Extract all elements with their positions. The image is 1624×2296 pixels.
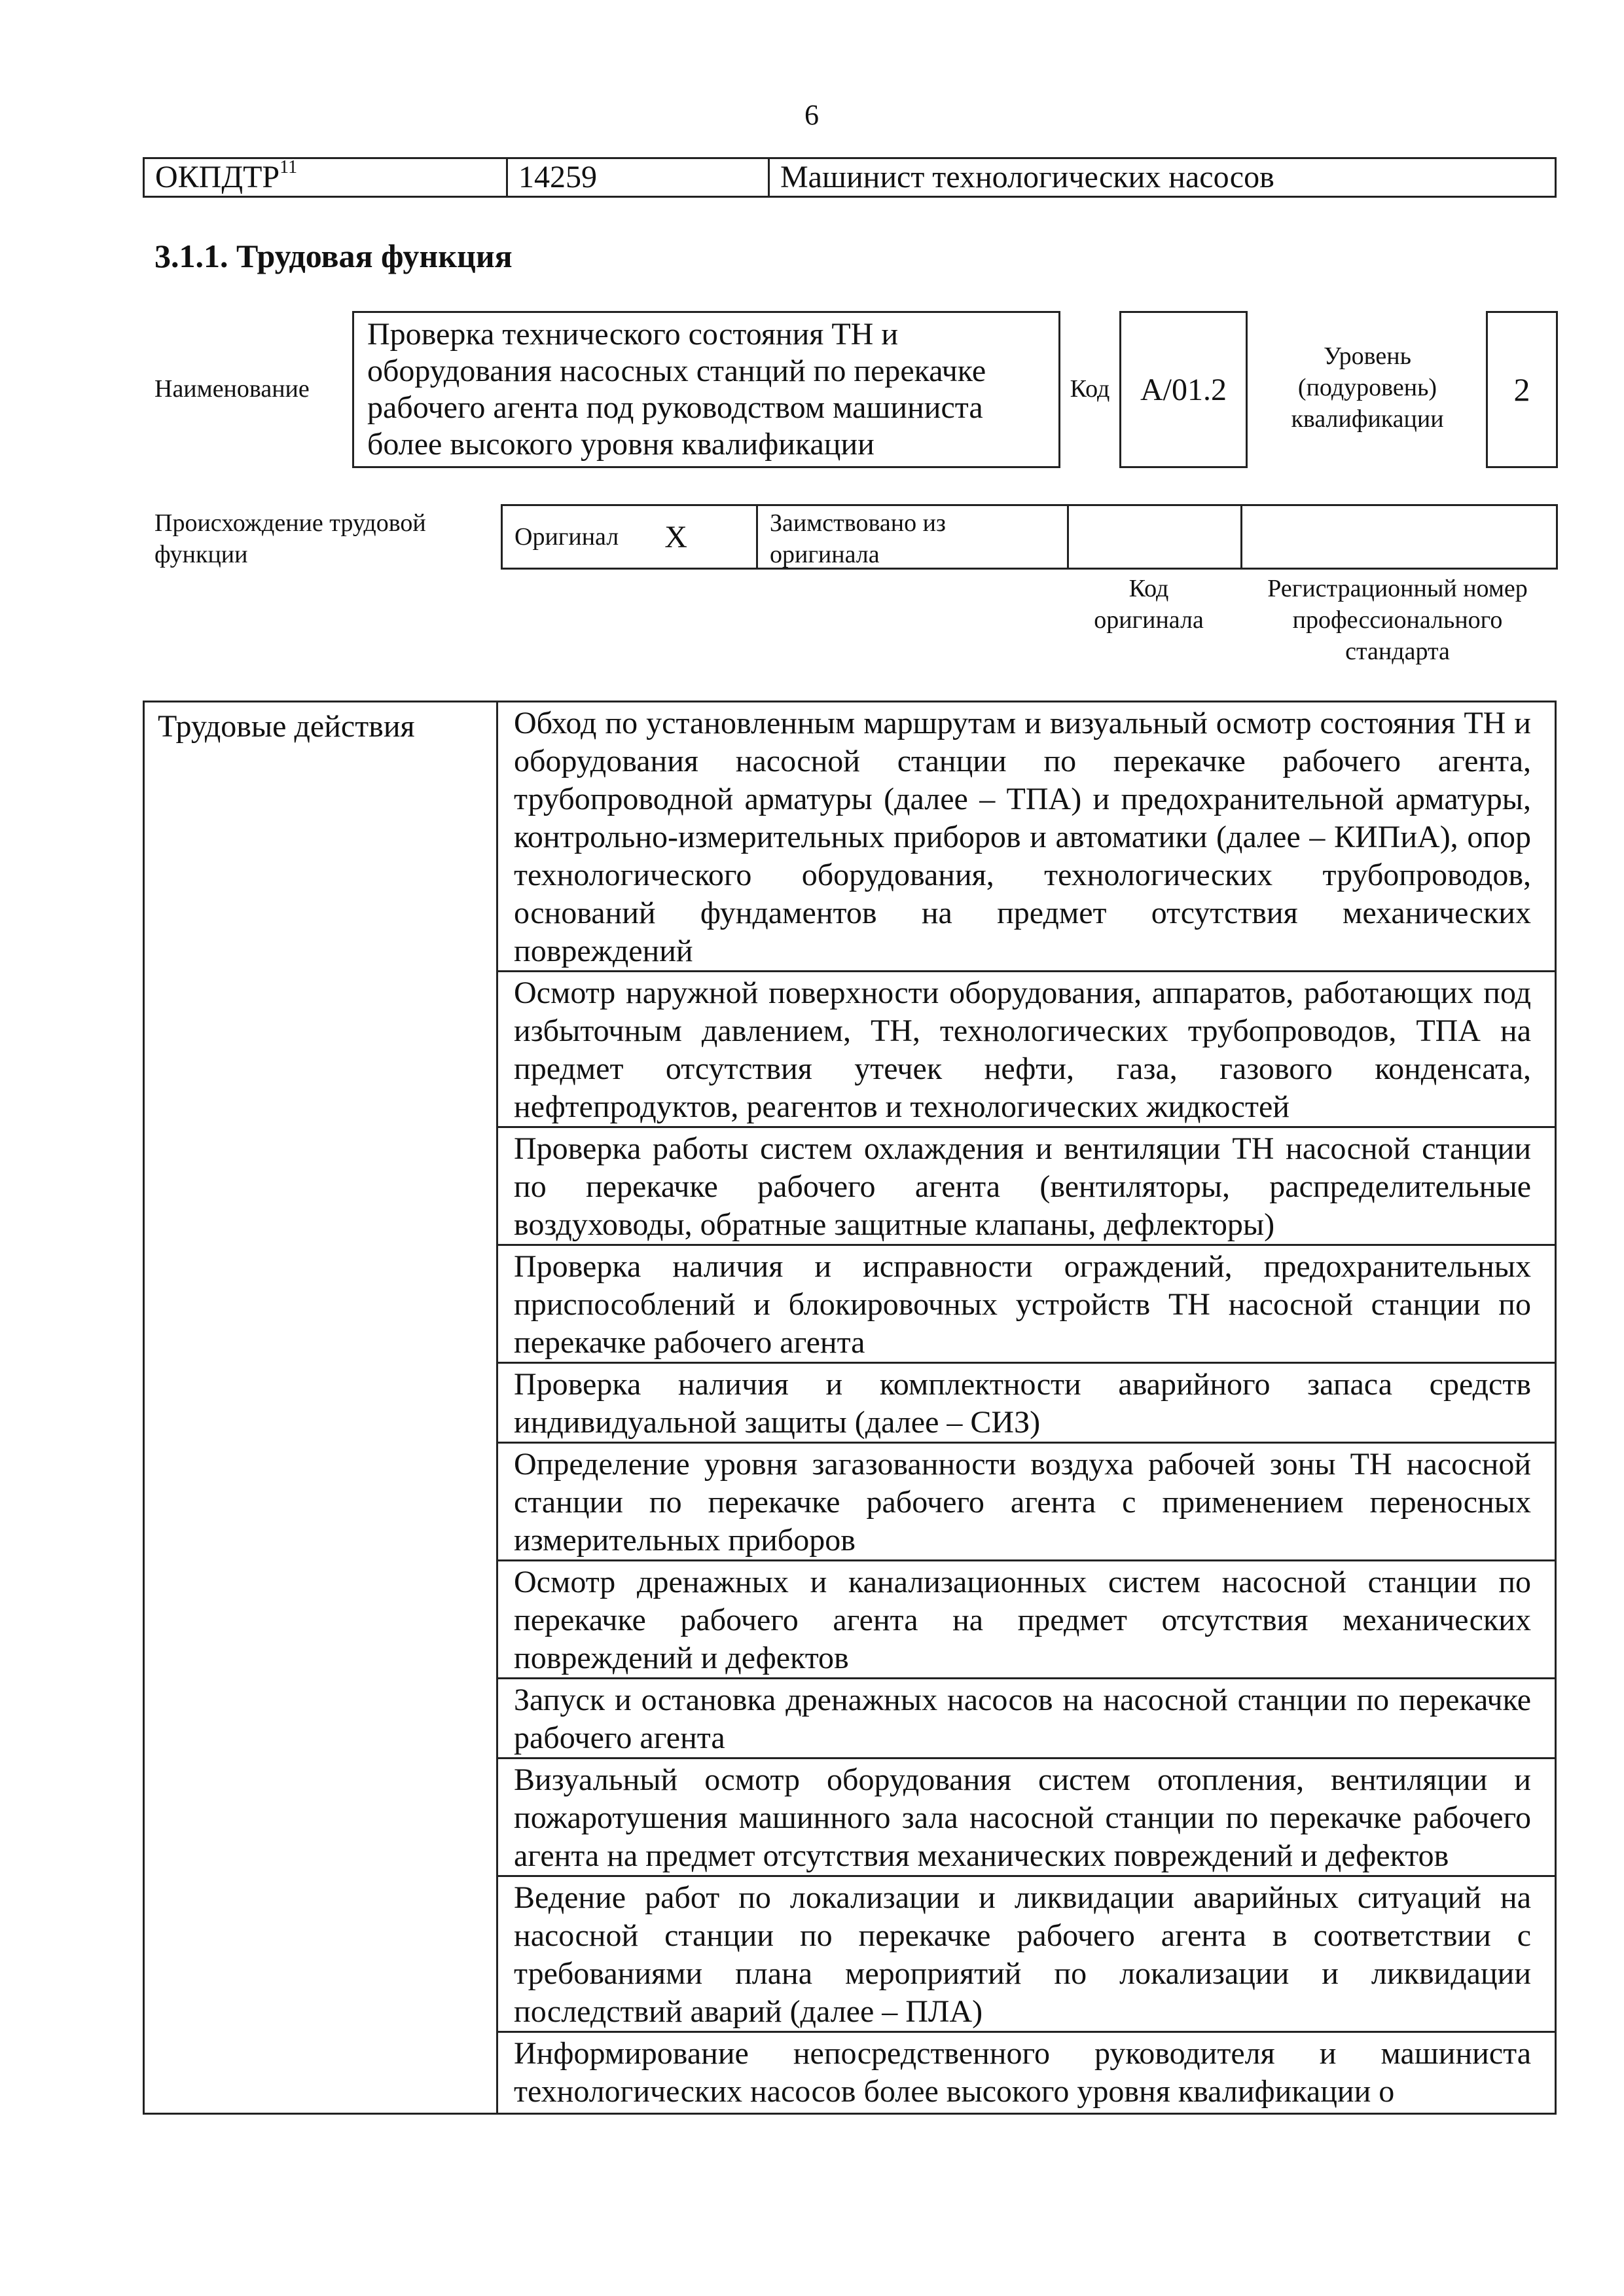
origin-label-line: Происхождение трудовой	[154, 509, 426, 537]
list-item: Запуск и остановка дренажных насосов на насосной станции по перекачке рабочего агента	[498, 1679, 1555, 1759]
function-name-line: более высокого уровня квалификации	[367, 427, 875, 462]
origin-table	[501, 504, 1558, 570]
caption-line: профессионального	[1292, 606, 1503, 634]
reg-number-caption	[1240, 573, 1555, 667]
caption-line: Код	[1128, 575, 1169, 602]
function-name-line: Проверка технического состояния ТН и	[367, 317, 899, 352]
page-number: 6	[804, 99, 819, 131]
origin-label	[154, 507, 508, 570]
labor-actions-table	[143, 701, 1557, 2115]
list-item: Проверка наличия и исправности ограждений, предохранительных приспособлений и блокировочных устройств ТН насосной станции по перекачке рабочего агента	[498, 1246, 1555, 1364]
list-item: Проверка работы систем охлаждения и вентиляции ТН насосной станции по перекачке рабочего агента (вентиляторы, распределительные воздуховоды, обратные защитные клапаны, дефлекторы)	[498, 1128, 1555, 1246]
labor-actions-list	[498, 702, 1555, 2111]
function-name-line: оборудования насосных станций по перекачке	[367, 354, 986, 388]
name-label: Наименование	[154, 375, 310, 403]
function-name-box	[352, 311, 1060, 468]
level-label-line: Уровень	[1324, 342, 1411, 370]
list-item: Ведение работ по локализации и ликвидации аварийных ситуаций на насосной станции по перекачке рабочего агента в соответствии с требованиями плана мероприятий по локализации и ликвидации последствий аварий (далее – ПЛА)	[498, 1877, 1555, 2033]
function-name-line: рабочего агента под руководством машиниста	[367, 390, 983, 425]
function-code: A/01.2	[1119, 311, 1248, 468]
okpdtr-table	[143, 157, 1557, 198]
okpdtr-title: Машинист технологических насосов	[780, 160, 1274, 194]
caption-line: оригинала	[1094, 606, 1204, 634]
level-label-line: квалификации	[1291, 405, 1444, 433]
original-cell	[503, 506, 758, 568]
list-item: Обход по установленным маршрутам и визуальный осмотр состояния ТН и оборудования насосной станции по перекачке рабочего агента, трубопроводной арматуры (далее – ТПА) и предохранительной арматуры, контрольно-измерительных приборов и автоматики (далее – КИПиА), опор технологического оборудования, технологических трубопроводов, оснований фундаментов на предмет отсутствия механических повреждений	[498, 702, 1555, 972]
labor-actions-label: Трудовые действия	[145, 702, 498, 2113]
list-item: Определение уровня загазованности воздуха рабочей зоны ТН насосной станции по перекачке рабочего агента с применением переносных измерительных приборов	[498, 1444, 1555, 1561]
original-label: Оригинал	[514, 523, 619, 551]
okpdtr-code: 14259	[508, 159, 770, 196]
level-label	[1249, 340, 1486, 435]
caption-line: Регистрационный номер	[1267, 575, 1528, 602]
borrowed-label-line: оригинала	[770, 541, 880, 568]
borrowed-label-line: Заимствовано из	[770, 509, 946, 537]
borrowed-cell	[758, 506, 1069, 568]
original-mark: X	[664, 519, 687, 555]
code-label: Код	[1070, 375, 1110, 403]
okpdtr-label-cell	[145, 159, 508, 196]
list-item: Проверка наличия и комплектности аварийного запаса средств индивидуальной защиты (далее – СИЗ)	[498, 1364, 1555, 1444]
list-item: Информирование непосредственного руководителя и машиниста технологических насосов более высокого уровня квалификации о	[514, 2036, 1531, 2109]
list-item: Осмотр дренажных и канализационных систем насосной станции по перекачке рабочего агента на предмет отсутствия механических повреждений и дефектов	[498, 1561, 1555, 1679]
reg-number-cell	[1242, 506, 1556, 568]
code-original-caption	[1074, 573, 1224, 636]
list-item: Осмотр наружной поверхности оборудования, аппаратов, работающих под избыточным давлением, ТН, технологических трубопроводов, ТПА на предмет отсутствия утечек нефти, газа, газового конденсата, нефтепродуктов, реагентов и технологических жидкостей	[498, 972, 1555, 1128]
code-original-cell	[1069, 506, 1242, 568]
qualification-level: 2	[1486, 311, 1558, 468]
caption-line: стандарта	[1345, 638, 1450, 665]
okpdtr-footnote: 11	[280, 157, 298, 177]
okpdtr-label: ОКПДТР	[155, 160, 280, 194]
section-heading: 3.1.1. Трудовая функция	[154, 238, 513, 274]
level-label-line: (подуровень)	[1297, 374, 1437, 401]
list-item: Визуальный осмотр оборудования систем отопления, вентиляции и пожаротушения машинного зала насосной станции по перекачке рабочего агента на предмет отсутствия механических повреждений и дефектов	[498, 1759, 1555, 1877]
origin-label-line: функции	[154, 541, 248, 568]
